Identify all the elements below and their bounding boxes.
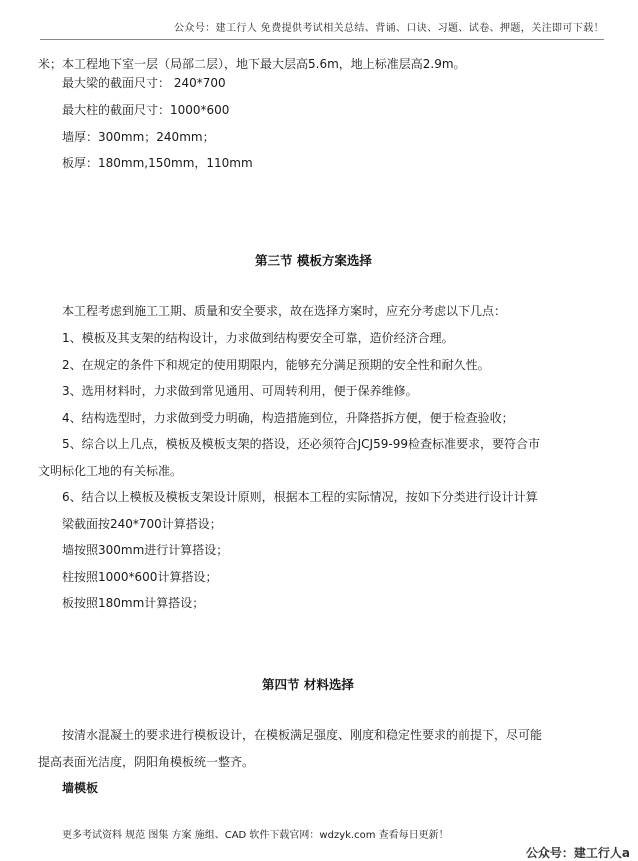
section3-item-4: 4、结构选型时，力求做到受力明确，构造措施到位，升降搭拆方便，便于检查验收； (62, 411, 514, 425)
page-header: 公众号：建工行人 免费提供考试相关总结、背诵、口诀、习题、试卷、押题，关注即可下载！ (174, 23, 604, 34)
section4-para-line1: 按清水混凝土的要求进行模板设计，在模板满足强度、刚度和稳定性要求的前提下，尽可能 (62, 728, 543, 742)
project-wall-thickness: 墙厚：300mm；240mm； (62, 130, 215, 144)
project-slab-thickness: 板厚：180mm,150mm，110mm (62, 156, 253, 170)
section4-title: 第四节 材料选择 (262, 677, 354, 692)
section3-item-5-line2: 文明标化工地的有关标准。 (38, 464, 183, 478)
section3-item-6: 6、结合以上模板及模板支架设计原则，根据本工程的实际情况，按如下分类进行设计计算 (62, 490, 538, 504)
project-floor-desc: 米；本工程地下室一层（局部二层），地下最大层高5.6m，地上标准层高2.9m。 (38, 57, 466, 71)
section3-item-1: 1、模板及其支架的结构设计，力求做到结构要安全可靠，造价经济合理。 (62, 331, 454, 345)
header-divider (40, 39, 604, 40)
section4-para-line2: 提高表面光洁度，阴阳角模板统一整齐。 (38, 755, 255, 769)
project-max-beam: 最大梁的截面尺寸： 240*700 (62, 76, 226, 90)
calc-column: 柱按照1000*600计算搭设； (62, 570, 218, 584)
section3-title: 第三节 模板方案选择 (255, 253, 372, 268)
wall-formwork-subheading: 墙模板 (62, 781, 99, 795)
section3-intro: 本工程考虑到施工工期、质量和安全要求，故在选择方案时，应充分考虑以下几点： (62, 304, 507, 318)
page-footer: 更多考试资料 规范 图集 方案 施组、CAD 软件下载官网：wdzyk.com 查看每日更新！ (62, 830, 449, 841)
calc-wall: 墙按照300mm进行计算搭设； (62, 543, 229, 557)
section3-item-5-line1: 5、综合以上几点，模板及模板支架的搭设，还必须符合JCJ59-99检查标准要求，要符合市 (62, 437, 540, 451)
project-max-column: 最大柱的截面尺寸：1000*600 (62, 103, 230, 117)
calc-beam: 梁截面按240*700计算搭设； (62, 517, 222, 531)
calc-slab: 板按照180mm计算搭设； (62, 596, 205, 610)
section3-item-3: 3、选用材料时，力求做到常见通用、可周转利用，便于保养维修。 (62, 384, 418, 398)
watermark: 公众号：建工行人a (525, 846, 630, 860)
section3-item-2: 2、在规定的条件下和规定的使用期限内，能够充分满足预期的安全性和耐久性。 (62, 358, 490, 372)
